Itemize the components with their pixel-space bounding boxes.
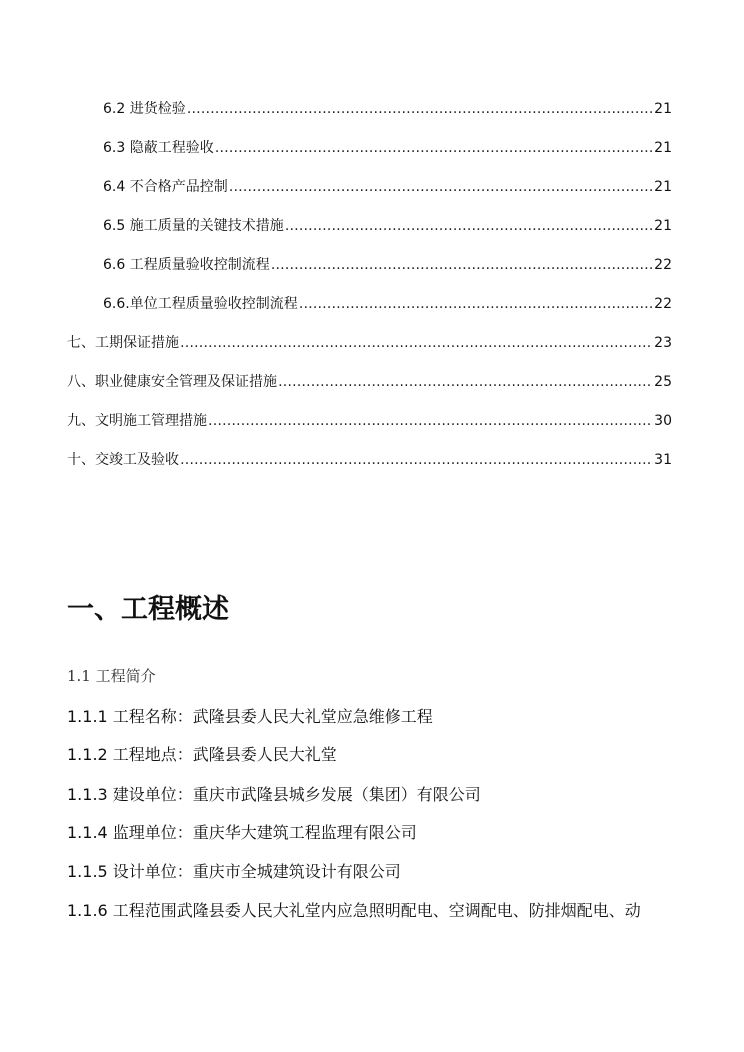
toc-entry[interactable] [67,372,672,392]
construction-unit-line: 1.1.3 建设单位：重庆市武隆县城乡发展（集团）有限公司 [67,785,481,804]
project-name-line: 1.1.1 工程名称：武隆县委人民大礼堂应急维修工程 [67,707,433,726]
toc-entry[interactable] [103,216,672,236]
toc-entry[interactable] [103,138,672,158]
toc-entry-label: 九、文明施工管理措施 [67,413,207,429]
toc-leader-dots [271,255,653,275]
toc-entry-label: 6.4 不合格产品控制 [103,179,228,195]
toc-entry-page: 21 [654,218,672,234]
toc-leader-dots [180,450,653,470]
toc-entry-page: 21 [654,101,672,117]
section-heading: 一、工程概述 [67,594,229,625]
toc-entry[interactable] [67,450,672,470]
toc-entry-label: 6.3 隐蔽工程验收 [103,140,214,156]
toc-entry-page: 21 [654,179,672,195]
project-scope-line: 1.1.6 工程范围武隆县委人民大礼堂内应急照明配电、空调配电、防排烟配电、动 [67,901,641,920]
toc-leader-dots [215,138,653,158]
toc-entry-label: 6.2 进货检验 [103,101,186,117]
toc-leader-dots [299,294,653,314]
toc-entry[interactable] [67,333,672,353]
project-location-line: 1.1.2 工程地点：武隆县委人民大礼堂 [67,745,337,764]
toc-entry-page: 30 [654,413,672,429]
toc-entry-page: 21 [654,140,672,156]
toc-leader-dots [285,216,653,236]
toc-leader-dots [278,372,653,392]
toc-entry-label: 6.6.单位工程质量验收控制流程 [103,296,298,312]
toc-entry-page: 31 [654,452,672,468]
toc-entry[interactable] [103,177,672,197]
toc-entry[interactable] [103,99,672,119]
toc-leader-dots [229,177,653,197]
design-unit-line: 1.1.5 设计单位：重庆市全城建筑设计有限公司 [67,862,401,881]
toc-leader-dots [187,99,653,119]
toc-leader-dots [180,333,653,353]
toc-leader-dots [208,411,653,431]
toc-entry-label: 6.5 施工质量的关键技术措施 [103,218,284,234]
supervision-unit-line: 1.1.4 监理单位：重庆华大建筑工程监理有限公司 [67,823,417,842]
toc-entry[interactable] [67,411,672,431]
toc-entry-page: 23 [654,335,672,351]
toc-entry-page: 22 [654,296,672,312]
toc-entry[interactable] [103,255,672,275]
toc-entry[interactable] [103,294,672,314]
toc-entry-label: 八、职业健康安全管理及保证措施 [67,374,277,390]
toc-entry-label: 十、交竣工及验收 [67,452,179,468]
toc-entry-page: 25 [654,374,672,390]
toc-entry-page: 22 [654,257,672,273]
toc-entry-label: 6.6 工程质量验收控制流程 [103,257,270,273]
toc-entry-label: 七、工期保证措施 [67,335,179,351]
section-subheading: 1.1 工程简介 [67,667,156,685]
